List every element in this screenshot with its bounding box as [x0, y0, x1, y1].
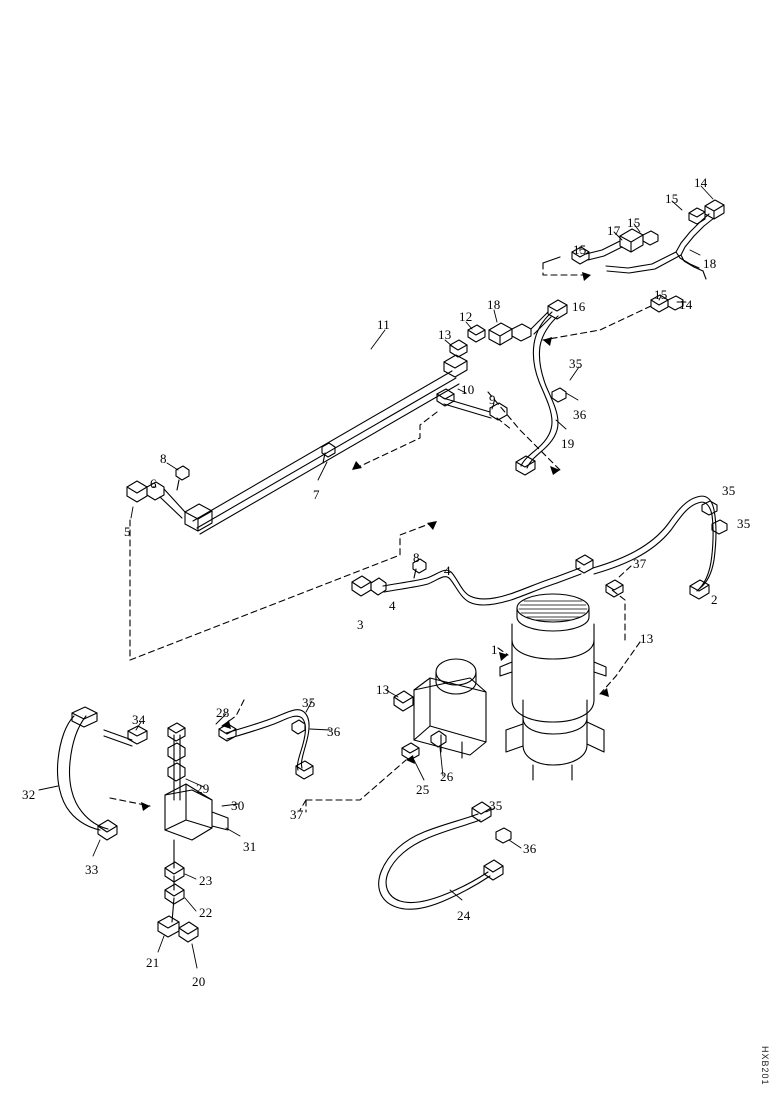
pedal-linkage-group [58, 700, 245, 942]
long-pipe-7 [127, 355, 512, 660]
callout-12: 12 [459, 309, 473, 324]
callout-17: 17 [607, 223, 621, 238]
callout-24: 24 [457, 908, 471, 923]
callout-28: 28 [216, 705, 230, 720]
callout-13c: 13 [376, 682, 390, 697]
callout-30: 30 [231, 798, 245, 813]
callout-36a: 36 [573, 407, 587, 422]
callout-7: 7 [313, 487, 320, 502]
callout-14a: 14 [694, 175, 708, 190]
callout-10: 10 [461, 382, 475, 397]
callout-2: 2 [711, 592, 718, 607]
callout-21: 21 [146, 955, 160, 970]
sheet-code: HXB201 [760, 1046, 770, 1086]
callout-15a: 15 [665, 191, 679, 206]
callout-3: 3 [357, 617, 364, 632]
callout-32: 32 [22, 787, 36, 802]
callout-35b: 35 [722, 483, 736, 498]
callout-20: 20 [192, 974, 206, 989]
callout-11: 11 [377, 317, 390, 332]
callout-35e: 35 [489, 798, 503, 813]
callout-15b: 15 [627, 215, 641, 230]
callout-15c: 15 [573, 242, 587, 257]
callout-35a: 35 [569, 356, 583, 371]
callout-18b: 18 [487, 297, 501, 312]
callout-36b: 36 [327, 724, 341, 739]
callout-5: 5 [124, 524, 131, 539]
callout-18a: 18 [703, 256, 717, 271]
pipe-2-group [593, 496, 727, 640]
callout-26: 26 [440, 769, 454, 784]
callout-1: 1 [491, 642, 498, 657]
callout-16: 16 [572, 299, 586, 314]
callout-4a: 4 [444, 563, 451, 578]
callout-37a: 37 [633, 556, 647, 571]
callout-35c: 35 [737, 516, 751, 531]
master-cylinder-group [498, 594, 640, 780]
callout-36c: 36 [523, 841, 537, 856]
callout-19: 19 [561, 436, 575, 451]
callout-13b: 13 [640, 631, 654, 646]
callout-23: 23 [199, 873, 213, 888]
callout-33: 33 [85, 862, 99, 877]
callout-15d: 15 [654, 287, 668, 302]
callout-31: 31 [243, 839, 257, 854]
callout-34: 34 [132, 712, 146, 727]
callout-25: 25 [416, 782, 430, 797]
callout-6: 6 [150, 476, 157, 491]
callout-8a: 8 [160, 451, 167, 466]
hose-24-group [379, 802, 521, 909]
hose-small-left [219, 710, 313, 779]
callout-13a: 13 [438, 327, 452, 342]
callout-29: 29 [196, 781, 210, 796]
callout-14b: 14 [679, 297, 693, 312]
callout-35d: 35 [302, 695, 316, 710]
callout-9: 9 [489, 392, 496, 407]
callout-4b: 4 [389, 598, 396, 613]
callout-22: 22 [199, 905, 213, 920]
callout-37b: 37 [290, 807, 304, 822]
callout-8b: 8 [413, 550, 420, 565]
